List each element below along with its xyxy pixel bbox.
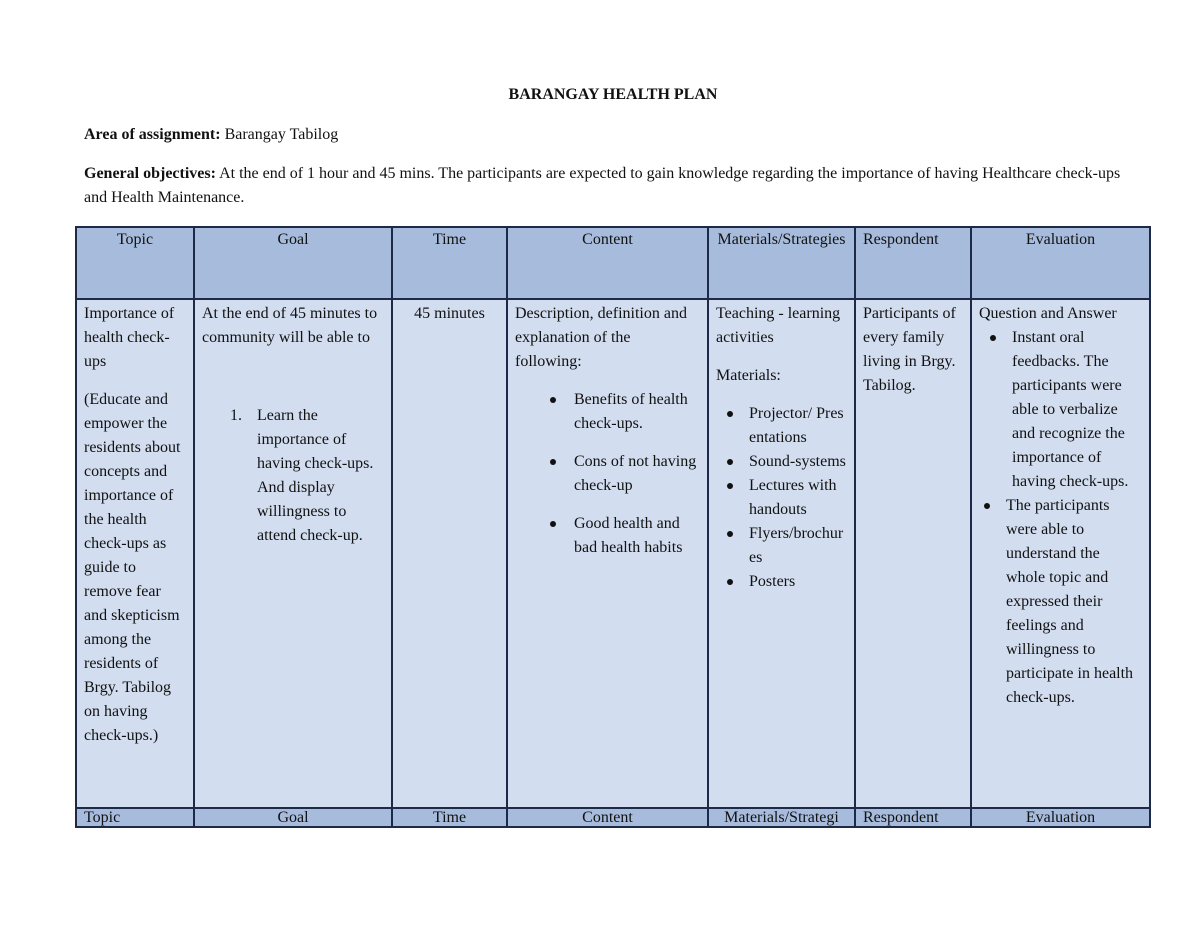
list-item: Projector/ Presentations bbox=[716, 402, 847, 450]
goal-intro: At the end of 45 minutes to community will be able to bbox=[202, 305, 378, 346]
list-item: Instant oral feedbacks. The participants were able to verbalize and recognize the importance of having check-ups. bbox=[979, 326, 1142, 494]
list-item: Lectures with handouts bbox=[716, 474, 847, 522]
cell-goal bbox=[194, 299, 392, 808]
header-respondent: Respondent bbox=[855, 227, 971, 299]
repeated-header-row bbox=[76, 808, 1150, 827]
area-of-assignment bbox=[84, 123, 1124, 147]
cell-materials bbox=[708, 299, 855, 808]
area-label: Area of assignment: bbox=[84, 126, 221, 143]
content-intro: Description, definition and explanation of the following: bbox=[515, 305, 687, 370]
area-value: Barangay Tabilog bbox=[220, 126, 339, 143]
footer-time: Time bbox=[392, 808, 507, 827]
health-plan-table bbox=[75, 226, 1151, 828]
header-row bbox=[76, 227, 1150, 299]
general-objectives bbox=[84, 162, 1124, 210]
materials-strategy: Teaching - learning activities bbox=[716, 305, 841, 346]
goal-list bbox=[202, 404, 384, 548]
list-item: Posters bbox=[716, 570, 847, 594]
evaluation-title: Question and Answer bbox=[979, 305, 1117, 322]
table-row bbox=[76, 299, 1150, 808]
footer-content: Content bbox=[507, 808, 708, 827]
cell-content bbox=[507, 299, 708, 808]
topic-description: (Educate and empower the residents about concepts and importance of the health check-ups as guide to remove fear and skepticism among the residents of Brgy. Tabilog on having check-ups.) bbox=[84, 391, 181, 744]
header-materials: Materials/Strategies bbox=[708, 227, 855, 299]
list-item: Benefits of health check-ups. bbox=[515, 388, 700, 436]
list-item: Sound-systems bbox=[716, 450, 847, 474]
topic-title: Importance of health check-ups bbox=[84, 305, 175, 370]
footer-materials: Materials/Strategi bbox=[708, 808, 855, 827]
footer-evaluation: Evaluation bbox=[971, 808, 1150, 827]
goal-item-text: Learn the importance of having check-ups. And display willingness to attend check-up. bbox=[257, 407, 374, 544]
objectives-label: General objectives: bbox=[84, 165, 216, 182]
list-item: Flyers/brochures bbox=[716, 522, 847, 570]
header-time: Time bbox=[392, 227, 507, 299]
footer-topic: Topic bbox=[76, 808, 194, 827]
cell-topic bbox=[76, 299, 194, 808]
header-goal: Goal bbox=[194, 227, 392, 299]
header-content: Content bbox=[507, 227, 708, 299]
cell-evaluation bbox=[971, 299, 1150, 808]
objectives-value: At the end of 1 hour and 45 mins. The participants are expected to gain knowledge regarding the importance of having Healthcare check-ups and Health Maintenance. bbox=[84, 165, 1121, 206]
header-topic: Topic bbox=[76, 227, 194, 299]
cell-time: 45 minutes bbox=[392, 299, 507, 808]
content-list bbox=[515, 388, 700, 560]
document-title: BARANGAY HEALTH PLAN bbox=[508, 86, 718, 103]
list-item: The participants were able to understand the whole topic and expressed their feelings and willingness to participate in health check-ups. bbox=[979, 494, 1142, 710]
list-item bbox=[202, 404, 384, 548]
goal-item-number: 1. bbox=[230, 407, 242, 424]
list-item: Cons of not having check-up bbox=[515, 450, 700, 498]
footer-goal: Goal bbox=[194, 808, 392, 827]
materials-label: Materials: bbox=[716, 367, 781, 384]
materials-list bbox=[716, 402, 847, 594]
cell-respondent: Participants of every family living in Brgy. Tabilog. bbox=[855, 299, 971, 808]
evaluation-list bbox=[979, 326, 1142, 710]
list-item: Good health and bad health habits bbox=[515, 512, 700, 560]
header-evaluation: Evaluation bbox=[971, 227, 1150, 299]
footer-respondent: Respondent bbox=[855, 808, 971, 827]
